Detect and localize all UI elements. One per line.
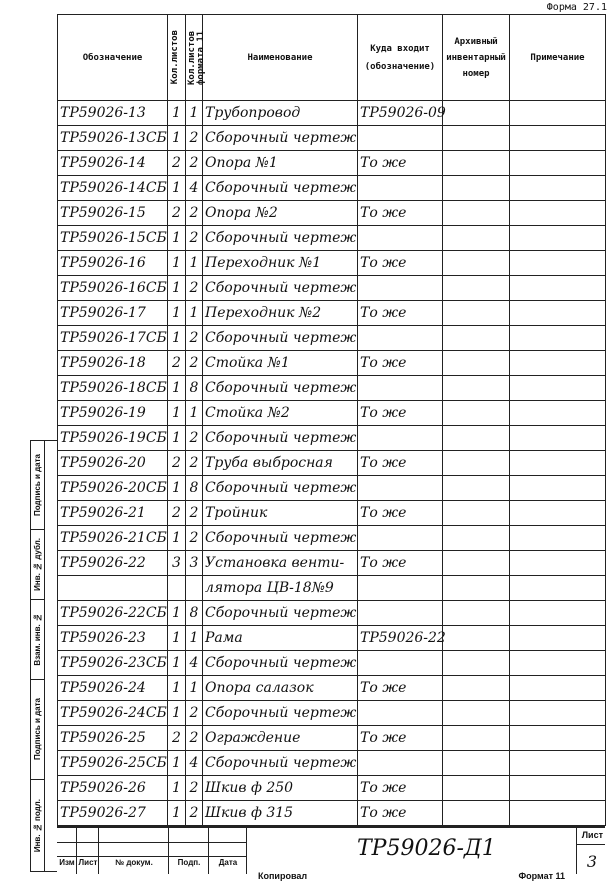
row-name: Сборочный чертеж [203, 526, 358, 551]
row-sheets-f11: 2 [186, 776, 203, 801]
table-row [58, 251, 606, 276]
table-row [58, 126, 606, 151]
row-archive [443, 176, 510, 201]
row-sheets-f11: 4 [186, 751, 203, 776]
row-name: Сборочный чертеж [203, 376, 358, 401]
table-row [58, 601, 606, 626]
row-sheets-f11: 1 [186, 626, 203, 651]
header-sheets: Кол.листов [168, 15, 186, 101]
row-designation: ТР59026-13СБ [58, 126, 168, 151]
row-designation: ТР59026-16СБ [58, 276, 168, 301]
row-designation: ТР59026-23СБ [58, 651, 168, 676]
row-sheets: 1 [168, 426, 186, 451]
row-archive [443, 576, 510, 601]
row-designation: ТР59026-15 [58, 201, 168, 226]
row-designation: ТР59026-21СБ [58, 526, 168, 551]
row-note [510, 526, 606, 551]
row-where-used: То же [358, 451, 443, 476]
row-sheets: 2 [168, 501, 186, 526]
row-designation: ТР59026-25 [58, 726, 168, 751]
row-where-used: То же [358, 401, 443, 426]
row-note [510, 551, 606, 576]
row-designation: ТР59026-22СБ [58, 601, 168, 626]
row-sheets-f11: 2 [186, 801, 203, 826]
sheet-box [576, 828, 605, 874]
copied-label: Копировал [258, 871, 308, 881]
row-designation [58, 576, 168, 601]
row-archive [443, 426, 510, 451]
row-designation: ТР59026-13 [58, 101, 168, 126]
row-archive [443, 751, 510, 776]
row-archive [443, 801, 510, 826]
table-row [58, 151, 606, 176]
row-name: Сборочный чертеж [203, 176, 358, 201]
row-name: Опора №2 [203, 201, 358, 226]
sheet-label: Лист [581, 830, 603, 840]
row-note [510, 151, 606, 176]
side-replaced-inv: Взам. инв. № [31, 599, 44, 680]
header-archive: Архивный инвентарный номер [443, 15, 510, 101]
row-designation: ТР59026-20СБ [58, 476, 168, 501]
header-where-used: Куда входит (обозначение) [358, 15, 443, 101]
row-sheets-f11: 1 [186, 251, 203, 276]
row-sheets-f11: 2 [186, 151, 203, 176]
table-row [58, 326, 606, 351]
row-sheets [168, 576, 186, 601]
row-sheets: 2 [168, 726, 186, 751]
tb-sign: Подп. [177, 858, 201, 867]
tb-sheet: Лист [78, 858, 98, 867]
header-designation: Обозначение [58, 15, 168, 101]
row-note [510, 726, 606, 751]
row-sheets: 1 [168, 601, 186, 626]
row-sheets-f11: 2 [186, 701, 203, 726]
row-designation: ТР59026-17СБ [58, 326, 168, 351]
row-where-used [358, 176, 443, 201]
row-where-used: То же [358, 351, 443, 376]
row-name: Сборочный чертеж [203, 751, 358, 776]
row-where-used [358, 751, 443, 776]
table-row [58, 626, 606, 651]
row-archive [443, 376, 510, 401]
row-where-used [358, 326, 443, 351]
table-row [58, 476, 606, 501]
row-sheets-f11: 1 [186, 101, 203, 126]
header-name: Наименование [203, 15, 358, 101]
row-note [510, 401, 606, 426]
row-sheets-f11: 2 [186, 351, 203, 376]
row-where-used [358, 476, 443, 501]
row-sheets: 1 [168, 276, 186, 301]
row-where-used: То же [358, 251, 443, 276]
table-row [58, 401, 606, 426]
row-name: Стойка №2 [203, 401, 358, 426]
side-sign-date-1: Подпись и дата [31, 441, 44, 530]
row-sheets-f11: 2 [186, 226, 203, 251]
row-note [510, 751, 606, 776]
row-designation: ТР59026-24СБ [58, 701, 168, 726]
row-note [510, 251, 606, 276]
row-sheets-f11: 2 [186, 426, 203, 451]
table-row [58, 376, 606, 401]
table-row [58, 726, 606, 751]
row-sheets-f11: 1 [186, 301, 203, 326]
row-name: Сборочный чертеж [203, 476, 358, 501]
row-name: Сборочный чертеж [203, 426, 358, 451]
row-sheets-f11: 2 [186, 526, 203, 551]
left-side-strip [30, 440, 57, 872]
row-sheets: 1 [168, 326, 186, 351]
row-sheets-f11: 2 [186, 201, 203, 226]
row-name: Тройник [203, 501, 358, 526]
row-name: Шкив ф 250 [203, 776, 358, 801]
row-note [510, 501, 606, 526]
table-row [58, 776, 606, 801]
row-name: Рама [203, 626, 358, 651]
row-sheets: 1 [168, 226, 186, 251]
row-sheets-f11: 2 [186, 276, 203, 301]
row-designation: ТР59026-16 [58, 251, 168, 276]
row-archive [443, 151, 510, 176]
row-note [510, 226, 606, 251]
row-name: Труба выбросная [203, 451, 358, 476]
row-where-used: То же [358, 801, 443, 826]
row-archive [443, 326, 510, 351]
row-archive [443, 601, 510, 626]
table-row [58, 751, 606, 776]
table-row [58, 301, 606, 326]
row-where-used [358, 601, 443, 626]
row-name: Сборочный чертеж [203, 601, 358, 626]
row-sheets: 1 [168, 701, 186, 726]
row-archive [443, 626, 510, 651]
row-where-used: То же [358, 776, 443, 801]
row-sheets: 1 [168, 101, 186, 126]
row-where-used [358, 276, 443, 301]
row-sheets: 1 [168, 626, 186, 651]
table-row [58, 576, 606, 601]
row-sheets-f11: 2 [186, 451, 203, 476]
table-row [58, 526, 606, 551]
row-designation: ТР59026-18СБ [58, 376, 168, 401]
table-row [58, 426, 606, 451]
row-note [510, 576, 606, 601]
row-sheets-f11: 2 [186, 126, 203, 151]
table-row [58, 801, 606, 826]
row-sheets: 2 [168, 351, 186, 376]
row-archive [443, 551, 510, 576]
specification-table [57, 14, 606, 826]
row-where-used [358, 701, 443, 726]
row-name: Шкив ф 315 [203, 801, 358, 826]
row-sheets-f11: 2 [186, 501, 203, 526]
row-sheets: 1 [168, 651, 186, 676]
row-designation: ТР59026-19 [58, 401, 168, 426]
row-archive [443, 501, 510, 526]
row-note [510, 326, 606, 351]
row-note [510, 376, 606, 401]
row-note [510, 276, 606, 301]
row-name: Стойка №1 [203, 351, 358, 376]
row-where-used: То же [358, 201, 443, 226]
table-row [58, 276, 606, 301]
tb-date: Дата [218, 858, 238, 867]
row-sheets: 1 [168, 301, 186, 326]
row-sheets-f11: 1 [186, 401, 203, 426]
table-row [58, 551, 606, 576]
row-where-used: То же [358, 301, 443, 326]
row-designation: ТР59026-24 [58, 676, 168, 701]
row-archive [443, 726, 510, 751]
row-where-used [358, 651, 443, 676]
row-sheets: 3 [168, 551, 186, 576]
row-name: Опора салазок [203, 676, 358, 701]
row-designation: ТР59026-21 [58, 501, 168, 526]
row-note [510, 301, 606, 326]
row-sheets: 2 [168, 151, 186, 176]
row-name: Сборочный чертеж [203, 701, 358, 726]
row-sheets-f11: 4 [186, 651, 203, 676]
row-archive [443, 101, 510, 126]
row-designation: ТР59026-14 [58, 151, 168, 176]
table-row [58, 451, 606, 476]
row-sheets: 1 [168, 401, 186, 426]
row-sheets: 1 [168, 751, 186, 776]
row-sheets: 2 [168, 201, 186, 226]
row-archive [443, 651, 510, 676]
row-where-used [358, 576, 443, 601]
row-name: Опора №1 [203, 151, 358, 176]
row-note [510, 351, 606, 376]
row-archive [443, 226, 510, 251]
row-where-used [358, 376, 443, 401]
row-name: Ограждение [203, 726, 358, 751]
row-sheets: 2 [168, 451, 186, 476]
row-note [510, 676, 606, 701]
row-name: Сборочный чертеж [203, 326, 358, 351]
row-designation: ТР59026-22 [58, 551, 168, 576]
row-note [510, 701, 606, 726]
row-name: Сборочный чертеж [203, 126, 358, 151]
row-name: Переходник №2 [203, 301, 358, 326]
row-archive [443, 701, 510, 726]
title-block [57, 826, 605, 872]
row-designation: ТР59026-26 [58, 776, 168, 801]
row-name: Установка венти- [203, 551, 358, 576]
row-note [510, 601, 606, 626]
table-row [58, 651, 606, 676]
table-row [58, 701, 606, 726]
side-sign-date-2: Подпись и дата [31, 679, 44, 780]
table-row [58, 676, 606, 701]
row-note [510, 801, 606, 826]
row-note [510, 776, 606, 801]
row-designation: ТР59026-27 [58, 801, 168, 826]
row-sheets: 1 [168, 776, 186, 801]
row-note [510, 101, 606, 126]
row-archive [443, 251, 510, 276]
row-designation: ТР59026-19СБ [58, 426, 168, 451]
row-designation: ТР59026-23 [58, 626, 168, 651]
sheet-number: 3 [586, 852, 597, 871]
row-sheets-f11: 2 [186, 326, 203, 351]
row-note [510, 426, 606, 451]
row-note [510, 476, 606, 501]
row-where-used: ТР59026-22 [358, 626, 443, 651]
row-where-used [358, 126, 443, 151]
row-name: лятора ЦВ-18№9 [203, 576, 358, 601]
row-sheets-f11: 2 [186, 726, 203, 751]
row-where-used: То же [358, 676, 443, 701]
row-archive [443, 401, 510, 426]
document-code: ТР59026-Д1 [357, 836, 496, 861]
side-orig-inv: Инв. № подл. [33, 799, 42, 853]
row-sheets: 1 [168, 801, 186, 826]
row-name: Сборочный чертеж [203, 226, 358, 251]
row-designation: ТР59026-20 [58, 451, 168, 476]
form-label: Форма 27.1 [546, 2, 607, 13]
row-sheets-f11: 8 [186, 476, 203, 501]
row-note [510, 626, 606, 651]
table-row [58, 176, 606, 201]
row-designation: ТР59026-15СБ [58, 226, 168, 251]
row-sheets-f11: 3 [186, 551, 203, 576]
table-row [58, 226, 606, 251]
row-archive [443, 776, 510, 801]
table-row [58, 501, 606, 526]
row-sheets-f11: 8 [186, 601, 203, 626]
row-where-used: То же [358, 551, 443, 576]
row-designation: ТР59026-25СБ [58, 751, 168, 776]
row-note [510, 651, 606, 676]
row-sheets: 1 [168, 476, 186, 501]
row-where-used [358, 426, 443, 451]
row-archive [443, 276, 510, 301]
row-where-used: ТР59026-09 [358, 101, 443, 126]
row-archive [443, 451, 510, 476]
header-note: Примечание [510, 15, 606, 101]
row-sheets: 1 [168, 526, 186, 551]
row-sheets: 1 [168, 251, 186, 276]
row-where-used: То же [358, 151, 443, 176]
table-row [58, 351, 606, 376]
row-sheets-f11 [186, 576, 203, 601]
row-archive [443, 676, 510, 701]
row-where-used: То же [358, 726, 443, 751]
row-sheets-f11: 8 [186, 376, 203, 401]
row-sheets-f11: 1 [186, 676, 203, 701]
row-where-used [358, 526, 443, 551]
row-archive [443, 301, 510, 326]
row-where-used [358, 226, 443, 251]
tb-doc: № докум. [115, 858, 153, 867]
row-sheets-f11: 4 [186, 176, 203, 201]
row-note [510, 176, 606, 201]
row-archive [443, 351, 510, 376]
format-label: Формат 11 [518, 871, 565, 881]
header-sheets-f11: Кол.листов формата 11 [186, 15, 203, 101]
table-row [58, 201, 606, 226]
row-designation: ТР59026-18 [58, 351, 168, 376]
row-sheets: 1 [168, 676, 186, 701]
row-archive [443, 526, 510, 551]
row-designation: ТР59026-14СБ [58, 176, 168, 201]
row-name: Трубопровод [203, 101, 358, 126]
table-row [58, 101, 606, 126]
row-name: Переходник №1 [203, 251, 358, 276]
tb-change: Изм [59, 858, 75, 867]
side-dup-inv: Инв. № дубл. [31, 529, 44, 600]
row-sheets: 1 [168, 126, 186, 151]
row-name: Сборочный чертеж [203, 651, 358, 676]
row-sheets: 1 [168, 376, 186, 401]
row-name: Сборочный чертеж [203, 276, 358, 301]
row-archive [443, 126, 510, 151]
row-archive [443, 201, 510, 226]
row-designation: ТР59026-17 [58, 301, 168, 326]
row-note [510, 126, 606, 151]
row-sheets: 1 [168, 176, 186, 201]
row-note [510, 451, 606, 476]
row-note [510, 201, 606, 226]
row-archive [443, 476, 510, 501]
row-where-used: То же [358, 501, 443, 526]
